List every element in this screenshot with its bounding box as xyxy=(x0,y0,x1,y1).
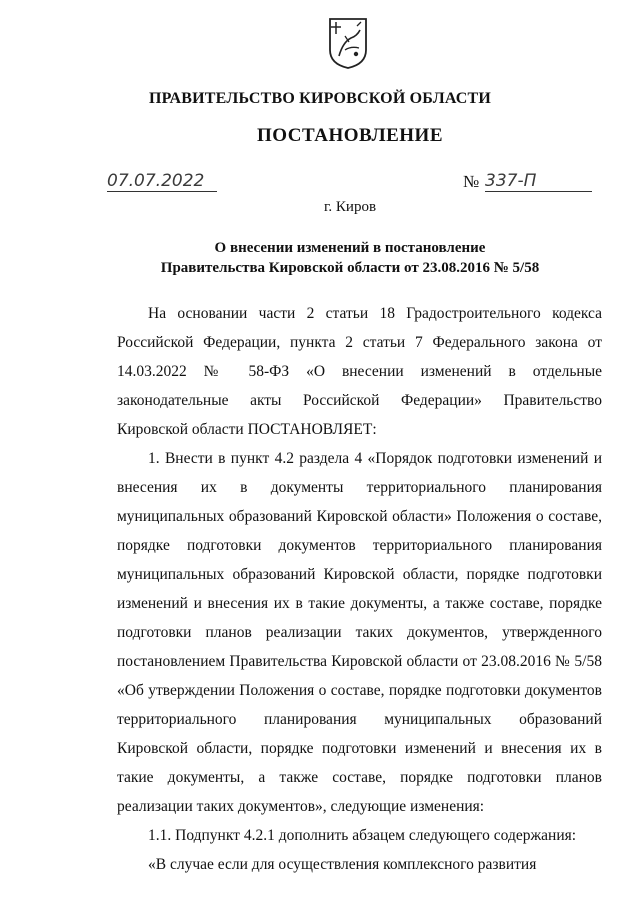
document-subject xyxy=(0,238,640,278)
paragraph-quote-start: «В случае если для осуществления комплексного развития xyxy=(148,856,537,873)
paragraph-item-1-1: 1.1. Подпункт 4.2.1 дополнить абзацем следующего содержания: xyxy=(148,827,577,844)
document-body xyxy=(117,299,602,879)
paragraph-item-1: 1. Внести в пункт 4.2 раздела 4 «Порядок подготовки изменений и внесения их в документы территориального планирования муниципальных образований Кировской области» Положения о составе, порядке подготовки документов территориального планирования муниципальных образований Кировской области, порядке подготовки изменений и внесения их в такие документы, а также составе, порядке подготовки планов реализации таких документов, утвержденного постановлением Правительства Кировской области от 23.08.2016 № 5/58 «Об утверждении Положения о составе, порядке подготовки документов территориального планирования муниципальных образований Кировской области, порядке подготовки изменений и внесения их в такие документы, а также составе, порядке подготовки планов реализации таких документов», следующие изменения: xyxy=(117,450,602,815)
organization-title: ПРАВИТЕЛЬСТВО КИРОВСКОЙ ОБЛАСТИ xyxy=(148,90,492,107)
city: г. Киров xyxy=(323,199,377,215)
document-type: ПОСТАНОВЛЕНИЕ xyxy=(256,125,444,146)
document-date: 07.07.2022 xyxy=(107,171,217,192)
document-number: 337-П xyxy=(485,171,592,192)
subject-line-2: Правительства Кировской области от 23.08.2016 № 5/58 xyxy=(160,260,540,276)
coat-of-arms-icon xyxy=(327,16,369,70)
subject-line-1: О внесении изменений в постановление xyxy=(214,240,486,256)
number-sign: № xyxy=(463,172,480,191)
paragraph-basis: На основании части 2 статьи 18 Градостроительного кодекса Российской Федерации, пункта 2 статьи 7 Федерального закона от 14.03.2022 № 58-ФЗ «О внесении изменений в отдельные законодательные акты Российской Федерации» Правительство Кировской области ПОСТАНОВЛЯЕТ: xyxy=(117,305,602,438)
